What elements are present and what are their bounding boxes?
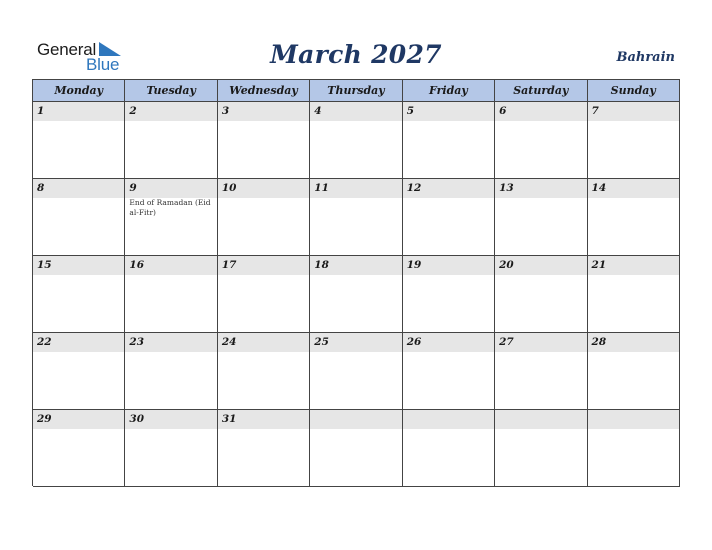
day-cell	[495, 179, 587, 256]
day-number: 25	[314, 336, 329, 348]
day-cell	[403, 333, 495, 410]
day-number: 20	[499, 259, 514, 271]
day-cell	[125, 410, 217, 487]
day-number: 27	[499, 336, 514, 348]
day-cell	[125, 333, 217, 410]
day-number: 4	[314, 105, 322, 117]
weekday-header-row	[33, 80, 680, 102]
day-cell	[218, 179, 310, 256]
day-cell	[125, 102, 217, 179]
day-number: 19	[406, 259, 422, 271]
week-row	[33, 179, 680, 256]
day-number: 23	[129, 336, 145, 348]
day-number: 14	[591, 182, 607, 194]
day-number: 8	[37, 182, 45, 194]
week-row	[33, 256, 680, 333]
day-number: 5	[406, 105, 414, 117]
date-strip	[403, 410, 494, 429]
date-strip	[588, 410, 679, 429]
day-cell	[495, 102, 587, 179]
date-strip	[33, 179, 124, 198]
weekday-header-sunday: Sunday	[588, 80, 680, 102]
day-number: 10	[221, 182, 237, 194]
date-strip	[125, 102, 216, 121]
day-cell	[218, 410, 310, 487]
country-name: Bahrain	[616, 50, 675, 65]
day-number: 2	[129, 105, 137, 117]
day-number: 26	[406, 336, 422, 348]
day-number: 28	[591, 336, 607, 348]
day-cell	[33, 179, 125, 256]
date-strip	[310, 410, 401, 429]
day-cell	[125, 256, 217, 333]
week-row	[33, 102, 680, 179]
day-cell	[310, 179, 402, 256]
day-number: 6	[499, 105, 507, 117]
day-number: 9	[129, 182, 137, 194]
date-strip	[588, 102, 679, 121]
month-calendar-grid	[32, 79, 680, 486]
day-number: 31	[221, 413, 237, 425]
date-strip	[310, 102, 401, 121]
day-cell	[403, 256, 495, 333]
day-cell	[33, 102, 125, 179]
week-row	[33, 410, 680, 487]
day-cell	[588, 333, 680, 410]
date-strip	[125, 179, 216, 198]
day-number: 15	[37, 259, 52, 271]
day-cell	[310, 410, 402, 487]
day-number: 12	[406, 182, 422, 194]
calendar-title: March 2027	[270, 40, 442, 69]
date-strip	[218, 102, 309, 121]
day-cell	[218, 102, 310, 179]
day-cell	[33, 333, 125, 410]
day-number: 7	[591, 105, 599, 117]
day-cell	[495, 333, 587, 410]
day-number: 1	[37, 105, 45, 117]
calendar-weeks	[33, 102, 680, 487]
day-number: 18	[314, 259, 329, 271]
weekday-header-friday: Friday	[403, 80, 495, 102]
day-cell	[218, 256, 310, 333]
day-cell	[33, 256, 125, 333]
weekday-header-tuesday: Tuesday	[125, 80, 217, 102]
day-number: 16	[129, 259, 145, 271]
day-cell	[218, 333, 310, 410]
day-cell	[310, 333, 402, 410]
weekday-header-saturday: Saturday	[495, 80, 587, 102]
day-cell	[33, 410, 125, 487]
date-strip	[403, 102, 494, 121]
day-number: 22	[37, 336, 52, 348]
day-cell	[125, 179, 217, 256]
weekday-header-wednesday: Wednesday	[218, 80, 310, 102]
day-number: 30	[129, 413, 145, 425]
weekday-header-thursday: Thursday	[310, 80, 402, 102]
day-cell	[588, 256, 680, 333]
day-cell	[310, 256, 402, 333]
day-cell	[403, 410, 495, 487]
day-cell	[403, 179, 495, 256]
day-number: 3	[221, 105, 230, 117]
day-number: 21	[591, 259, 607, 271]
date-strip	[33, 102, 124, 121]
day-cell	[403, 102, 495, 179]
logo-word-general: General	[37, 40, 97, 59]
logo-word-blue: Blue	[86, 55, 120, 74]
day-cell	[495, 256, 587, 333]
date-strip	[495, 102, 586, 121]
day-cell	[588, 102, 680, 179]
day-number: 24	[221, 336, 237, 348]
day-number: 13	[499, 182, 514, 194]
weekday-header-monday: Monday	[33, 80, 125, 102]
generalblue-logo	[37, 40, 127, 74]
day-number: 17	[221, 259, 237, 271]
day-number: 29	[37, 413, 52, 425]
day-number: 11	[314, 182, 329, 194]
day-cell	[588, 179, 680, 256]
day-cell	[588, 410, 680, 487]
date-strip	[495, 410, 586, 429]
day-cell	[495, 410, 587, 487]
holiday-label: End of Ramadan (Eid al-Fitr)	[129, 198, 211, 217]
week-row	[33, 333, 680, 410]
day-cell	[310, 102, 402, 179]
logo-flag-icon	[99, 42, 121, 56]
